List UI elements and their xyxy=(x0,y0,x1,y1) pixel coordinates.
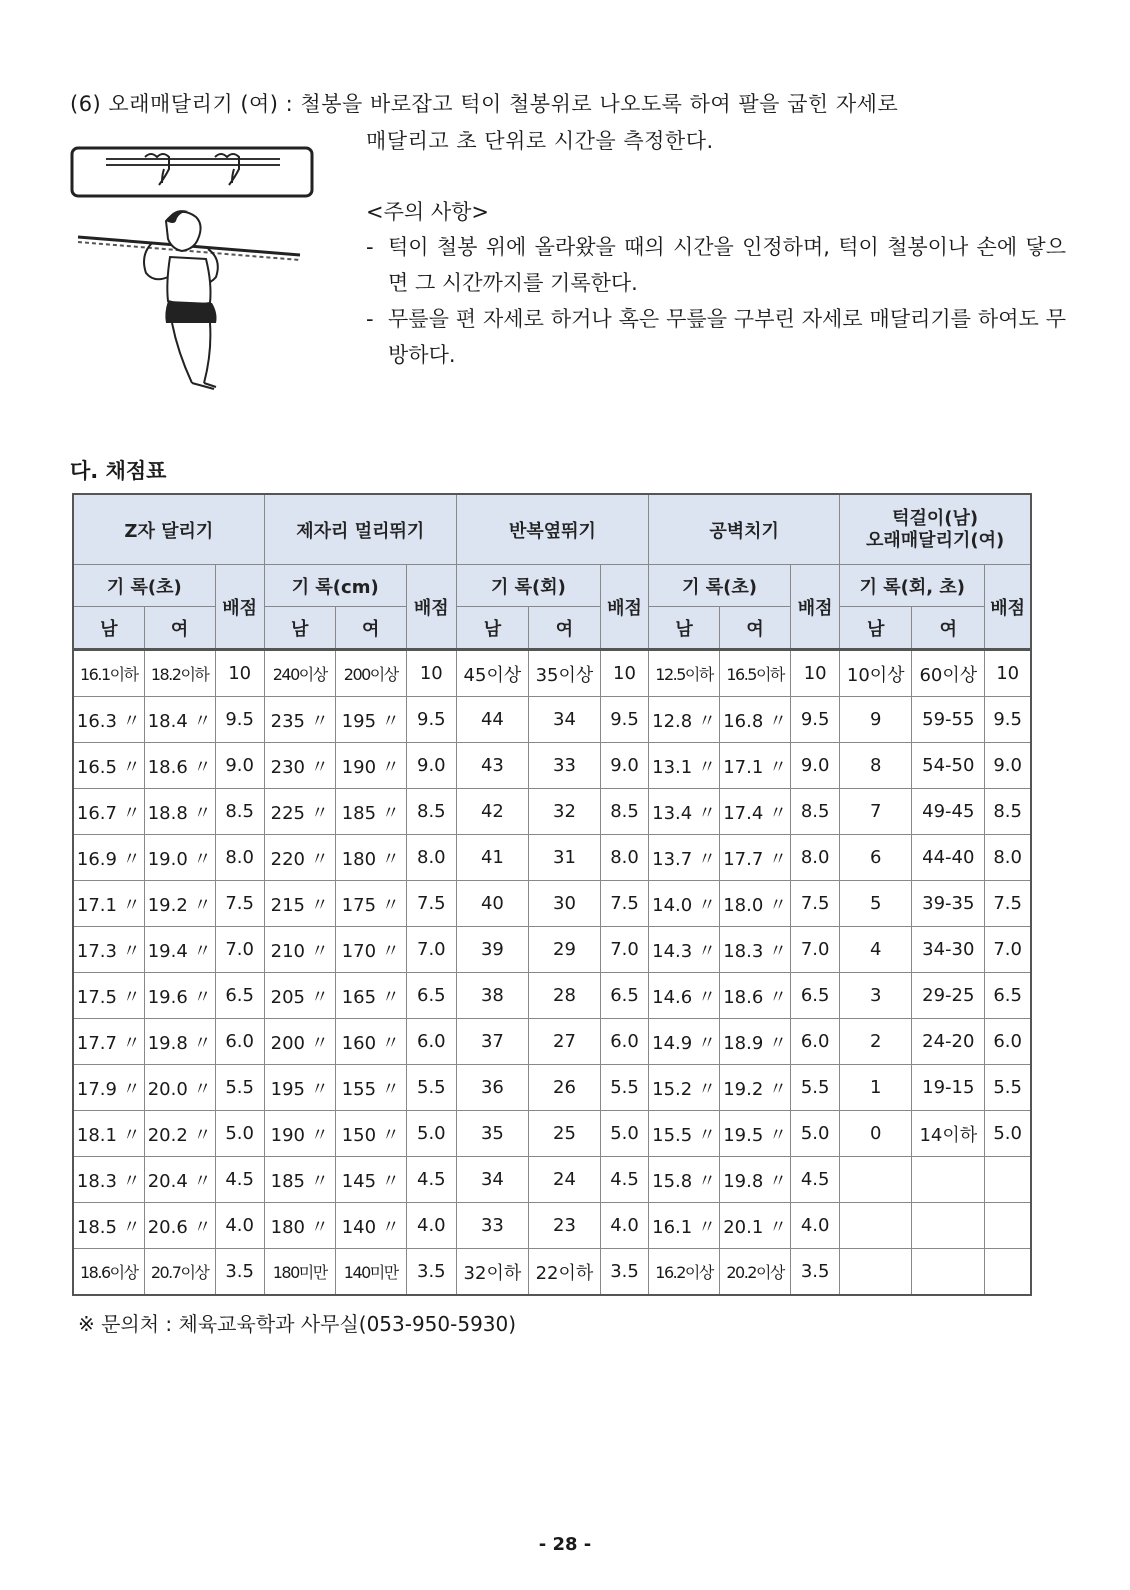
table-cell: 39-35 xyxy=(912,881,985,927)
table-cell: 205 〃 xyxy=(264,973,335,1019)
table-cell: 7.0 xyxy=(985,927,1031,973)
table-cell: 220 〃 xyxy=(264,835,335,881)
male-header: 남 xyxy=(649,607,720,650)
table-cell: 5.5 xyxy=(215,1065,264,1111)
table-cell: 7.5 xyxy=(600,881,648,927)
table-row xyxy=(73,1203,1031,1249)
event-header-long-jump: 제자리 멀리뛰기 xyxy=(264,494,456,565)
record-header: 기 록(회) xyxy=(456,565,600,607)
table-cell: 24 xyxy=(528,1157,600,1203)
table-cell: 19.5 〃 xyxy=(720,1111,791,1157)
table-cell xyxy=(985,1249,1031,1296)
table-cell: 26 xyxy=(528,1065,600,1111)
table-cell: 20.6 〃 xyxy=(144,1203,215,1249)
table-cell: 27 xyxy=(528,1019,600,1065)
table-cell: 8.5 xyxy=(215,789,264,835)
section-heading-hang: (6) 오래매달리기 (여) : 철봉을 바로잡고 턱이 철봉위로 나오도록 하여 팔을 굽힌 자세로 xyxy=(70,92,899,116)
table-cell: 19.2 〃 xyxy=(720,1065,791,1111)
table-cell: 15.2 〃 xyxy=(649,1065,720,1111)
table-cell: 150 〃 xyxy=(335,1111,406,1157)
table-cell: 42 xyxy=(456,789,528,835)
table-cell: 200 〃 xyxy=(264,1019,335,1065)
table-cell: 44-40 xyxy=(912,835,985,881)
table-cell: 38 xyxy=(456,973,528,1019)
female-header: 여 xyxy=(912,607,985,650)
table-cell: 10이상 xyxy=(840,650,912,697)
table-cell: 195 〃 xyxy=(264,1065,335,1111)
table-cell: 18.6이상 xyxy=(73,1249,144,1296)
event-header-pullup-hang xyxy=(840,494,1031,565)
table-cell: 165 〃 xyxy=(335,973,406,1019)
table-cell: 16.5이하 xyxy=(720,650,791,697)
table-cell: 14.0 〃 xyxy=(649,881,720,927)
table-cell: 6 xyxy=(840,835,912,881)
table-cell: 140미만 xyxy=(335,1249,406,1296)
table-cell: 7.0 xyxy=(406,927,456,973)
female-header: 여 xyxy=(528,607,600,650)
caution-dash: - xyxy=(366,307,374,331)
table-row xyxy=(73,697,1031,743)
table-cell: 19.8 〃 xyxy=(144,1019,215,1065)
table-cell xyxy=(912,1157,985,1203)
table-cell: 9.5 xyxy=(406,697,456,743)
table-cell: 6.5 xyxy=(791,973,840,1019)
score-header: 배점 xyxy=(985,565,1031,650)
table-cell: 17.5 〃 xyxy=(73,973,144,1019)
table-cell: 32 xyxy=(528,789,600,835)
caution-title: <주의 사항> xyxy=(366,200,490,224)
page-number: - 28 - xyxy=(538,1534,592,1555)
table-cell: 8.0 xyxy=(406,835,456,881)
table-cell xyxy=(985,1157,1031,1203)
table-cell: 155 〃 xyxy=(335,1065,406,1111)
table-cell: 18.8 〃 xyxy=(144,789,215,835)
flexed-arm-hang-illustration xyxy=(70,145,322,407)
table-cell: 215 〃 xyxy=(264,881,335,927)
table-cell: 35이상 xyxy=(528,650,600,697)
table-cell: 39 xyxy=(456,927,528,973)
record-header: 기 록(초) xyxy=(73,565,215,607)
table-row xyxy=(73,927,1031,973)
table-cell: 9 xyxy=(840,697,912,743)
table-cell: 10 xyxy=(600,650,648,697)
table-cell: 6.0 xyxy=(600,1019,648,1065)
table-cell: 12.5이하 xyxy=(649,650,720,697)
caution-text: 턱이 철봉 위에 올라왔을 때의 시간을 인정하며, 턱이 철봉이나 손에 닿으면 그 시간까지를 기록한다. xyxy=(388,235,1066,295)
table-cell: 4.5 xyxy=(215,1157,264,1203)
table-cell: 59-55 xyxy=(912,697,985,743)
table-cell: 2 xyxy=(840,1019,912,1065)
table-cell: 4.0 xyxy=(215,1203,264,1249)
table-cell: 29 xyxy=(528,927,600,973)
table-cell: 18.4 〃 xyxy=(144,697,215,743)
table-cell: 6.5 xyxy=(215,973,264,1019)
table-cell: 4.5 xyxy=(600,1157,648,1203)
table-cell: 34 xyxy=(456,1157,528,1203)
score-header: 배점 xyxy=(215,565,264,650)
table-cell: 4.0 xyxy=(600,1203,648,1249)
table-cell: 5.5 xyxy=(406,1065,456,1111)
table-cell: 180 〃 xyxy=(264,1203,335,1249)
table-cell xyxy=(985,1203,1031,1249)
table-cell: 10 xyxy=(215,650,264,697)
table-cell xyxy=(912,1203,985,1249)
table-cell: 5 xyxy=(840,881,912,927)
table-cell: 33 xyxy=(456,1203,528,1249)
table-cell: 20.4 〃 xyxy=(144,1157,215,1203)
table-cell: 230 〃 xyxy=(264,743,335,789)
table-cell: 5.0 xyxy=(791,1111,840,1157)
table-cell: 6.5 xyxy=(600,973,648,1019)
table-cell: 19.4 〃 xyxy=(144,927,215,973)
table-cell: 7.5 xyxy=(791,881,840,927)
table-cell: 4.0 xyxy=(406,1203,456,1249)
table-cell: 60이상 xyxy=(912,650,985,697)
caution-item xyxy=(366,229,1066,301)
table-cell xyxy=(840,1249,912,1296)
table-cell: 7.0 xyxy=(600,927,648,973)
table-row xyxy=(73,881,1031,927)
table-cell: 34 xyxy=(528,697,600,743)
table-cell: 8.5 xyxy=(406,789,456,835)
table-cell: 6.0 xyxy=(791,1019,840,1065)
table-cell: 180미만 xyxy=(264,1249,335,1296)
table-cell: 145 〃 xyxy=(335,1157,406,1203)
table-cell: 9.0 xyxy=(406,743,456,789)
score-header: 배점 xyxy=(406,565,456,650)
table-cell: 3.5 xyxy=(215,1249,264,1296)
table-cell: 44 xyxy=(456,697,528,743)
table-cell: 20.7이상 xyxy=(144,1249,215,1296)
table-cell: 18.2이하 xyxy=(144,650,215,697)
table-cell: 8.0 xyxy=(791,835,840,881)
table-cell: 175 〃 xyxy=(335,881,406,927)
contact-note: ※ 문의처 : 체육교육학과 사무실(053-950-5930) xyxy=(78,1312,517,1336)
table-cell: 15.8 〃 xyxy=(649,1157,720,1203)
table-cell: 29-25 xyxy=(912,973,985,1019)
record-header: 기 록(cm) xyxy=(264,565,406,607)
table-cell: 8.0 xyxy=(215,835,264,881)
table-cell: 23 xyxy=(528,1203,600,1249)
table-row xyxy=(73,835,1031,881)
table-cell: 16.9 〃 xyxy=(73,835,144,881)
table-cell: 13.1 〃 xyxy=(649,743,720,789)
table-cell: 45이상 xyxy=(456,650,528,697)
table-cell: 225 〃 xyxy=(264,789,335,835)
table-cell: 20.1 〃 xyxy=(720,1203,791,1249)
table-cell: 17.7 〃 xyxy=(73,1019,144,1065)
table-cell: 18.3 〃 xyxy=(73,1157,144,1203)
table-cell: 33 xyxy=(528,743,600,789)
table-cell: 200이상 xyxy=(335,650,406,697)
table-cell: 7.5 xyxy=(406,881,456,927)
table-row xyxy=(73,789,1031,835)
table-cell: 210 〃 xyxy=(264,927,335,973)
table-cell: 14.3 〃 xyxy=(649,927,720,973)
caution-dash: - xyxy=(366,235,374,259)
table-cell: 7.0 xyxy=(791,927,840,973)
table-cell: 1 xyxy=(840,1065,912,1111)
table-cell: 4.0 xyxy=(791,1203,840,1249)
table-cell: 17.7 〃 xyxy=(720,835,791,881)
female-header: 여 xyxy=(144,607,215,650)
record-header: 기 록(회, 초) xyxy=(840,565,985,607)
table-cell: 10 xyxy=(985,650,1031,697)
section-heading-hang-cont: 매달리고 초 단위로 시간을 측정한다. xyxy=(366,129,714,153)
table-cell: 16.8 〃 xyxy=(720,697,791,743)
table-cell: 185 〃 xyxy=(264,1157,335,1203)
table-cell: 17.3 〃 xyxy=(73,927,144,973)
table-cell: 14.9 〃 xyxy=(649,1019,720,1065)
table-cell: 20.2 〃 xyxy=(144,1111,215,1157)
record-header: 기 록(초) xyxy=(649,565,791,607)
table-cell: 6.5 xyxy=(406,973,456,1019)
table-cell: 16.5 〃 xyxy=(73,743,144,789)
table-cell: 36 xyxy=(456,1065,528,1111)
table-cell: 5.5 xyxy=(985,1065,1031,1111)
table-cell: 6.0 xyxy=(406,1019,456,1065)
table-cell: 6.0 xyxy=(215,1019,264,1065)
table-cell: 41 xyxy=(456,835,528,881)
table-cell: 16.1이하 xyxy=(73,650,144,697)
table-cell: 49-45 xyxy=(912,789,985,835)
caution-text: 무릎을 편 자세로 하거나 혹은 무릎을 구부린 자세로 매달리기를 하여도 무방하다. xyxy=(388,307,1066,367)
table-cell: 19.0 〃 xyxy=(144,835,215,881)
table-cell: 15.5 〃 xyxy=(649,1111,720,1157)
event-header-wall-ball: 공벽치기 xyxy=(649,494,840,565)
table-cell: 54-50 xyxy=(912,743,985,789)
table-cell: 17.9 〃 xyxy=(73,1065,144,1111)
event-header-pullup: 턱걸이(남) xyxy=(892,507,979,529)
male-header: 남 xyxy=(840,607,912,650)
table-cell: 7 xyxy=(840,789,912,835)
table-row xyxy=(73,1111,1031,1157)
table-cell: 18.6 〃 xyxy=(144,743,215,789)
table-cell xyxy=(840,1157,912,1203)
table-cell: 8.5 xyxy=(985,789,1031,835)
table-cell: 18.9 〃 xyxy=(720,1019,791,1065)
table-cell: 10 xyxy=(791,650,840,697)
table-row xyxy=(73,743,1031,789)
table-cell: 9.5 xyxy=(985,697,1031,743)
table-row xyxy=(73,1019,1031,1065)
table-cell: 190 〃 xyxy=(335,743,406,789)
table-cell: 9.5 xyxy=(791,697,840,743)
table-cell: 185 〃 xyxy=(335,789,406,835)
table-cell: 5.0 xyxy=(600,1111,648,1157)
table-cell: 8 xyxy=(840,743,912,789)
table-row xyxy=(73,1249,1031,1296)
table-cell: 18.0 〃 xyxy=(720,881,791,927)
male-header: 남 xyxy=(73,607,144,650)
table-cell: 9.5 xyxy=(215,697,264,743)
table-cell: 5.0 xyxy=(985,1111,1031,1157)
table-cell: 28 xyxy=(528,973,600,1019)
table-cell: 31 xyxy=(528,835,600,881)
table-cell: 17.1 〃 xyxy=(73,881,144,927)
male-header: 남 xyxy=(264,607,335,650)
table-cell: 18.5 〃 xyxy=(73,1203,144,1249)
table-cell: 18.6 〃 xyxy=(720,973,791,1019)
table-cell: 235 〃 xyxy=(264,697,335,743)
table-cell: 8.0 xyxy=(600,835,648,881)
section-title: 다. 채점표 xyxy=(70,459,167,483)
table-cell: 19.2 〃 xyxy=(144,881,215,927)
table-cell: 12.8 〃 xyxy=(649,697,720,743)
table-cell: 3 xyxy=(840,973,912,1019)
table-cell: 3.5 xyxy=(600,1249,648,1296)
table-row xyxy=(73,973,1031,1019)
table-cell: 170 〃 xyxy=(335,927,406,973)
table-cell: 9.5 xyxy=(600,697,648,743)
table-cell: 18.1 〃 xyxy=(73,1111,144,1157)
table-cell: 22이하 xyxy=(528,1249,600,1296)
table-cell: 9.0 xyxy=(600,743,648,789)
table-cell: 37 xyxy=(456,1019,528,1065)
table-row xyxy=(73,650,1031,697)
table-row xyxy=(73,1157,1031,1203)
table-cell: 4.5 xyxy=(791,1157,840,1203)
table-cell: 190 〃 xyxy=(264,1111,335,1157)
table-cell: 140 〃 xyxy=(335,1203,406,1249)
table-cell: 43 xyxy=(456,743,528,789)
table-cell: 4.5 xyxy=(406,1157,456,1203)
table-cell: 14이하 xyxy=(912,1111,985,1157)
table-cell: 19.8 〃 xyxy=(720,1157,791,1203)
scoring-table xyxy=(72,493,1032,1296)
table-cell: 3.5 xyxy=(406,1249,456,1296)
table-cell: 8.0 xyxy=(985,835,1031,881)
female-header: 여 xyxy=(720,607,791,650)
table-cell: 10 xyxy=(406,650,456,697)
table-cell: 7.0 xyxy=(215,927,264,973)
table-cell: 240이상 xyxy=(264,650,335,697)
table-cell: 30 xyxy=(528,881,600,927)
table-cell: 32이하 xyxy=(456,1249,528,1296)
score-header: 배점 xyxy=(600,565,648,650)
table-cell: 35 xyxy=(456,1111,528,1157)
table-cell: 34-30 xyxy=(912,927,985,973)
score-header: 배점 xyxy=(791,565,840,650)
table-cell: 9.0 xyxy=(985,743,1031,789)
table-cell: 0 xyxy=(840,1111,912,1157)
table-cell: 5.0 xyxy=(406,1111,456,1157)
table-cell: 5.5 xyxy=(791,1065,840,1111)
table-cell: 6.5 xyxy=(985,973,1031,1019)
table-cell: 5.0 xyxy=(215,1111,264,1157)
table-row xyxy=(73,1065,1031,1111)
table-cell: 3.5 xyxy=(791,1249,840,1296)
male-header: 남 xyxy=(456,607,528,650)
event-header-side-step: 반복옆뛰기 xyxy=(456,494,648,565)
table-cell: 8.5 xyxy=(791,789,840,835)
table-cell: 25 xyxy=(528,1111,600,1157)
table-cell: 19-15 xyxy=(912,1065,985,1111)
table-cell: 13.7 〃 xyxy=(649,835,720,881)
table-cell: 19.6 〃 xyxy=(144,973,215,1019)
event-header-zigzag: Z자 달리기 xyxy=(73,494,264,565)
table-cell: 8.5 xyxy=(600,789,648,835)
event-header-hang: 오래매달리기(여) xyxy=(866,529,1005,551)
table-cell: 20.2이상 xyxy=(720,1249,791,1296)
table-cell: 9.0 xyxy=(791,743,840,789)
table-cell: 180 〃 xyxy=(335,835,406,881)
table-cell: 4 xyxy=(840,927,912,973)
table-cell: 195 〃 xyxy=(335,697,406,743)
table-cell: 7.5 xyxy=(215,881,264,927)
table-cell: 9.0 xyxy=(215,743,264,789)
female-header: 여 xyxy=(335,607,406,650)
table-cell: 16.1 〃 xyxy=(649,1203,720,1249)
table-cell: 14.6 〃 xyxy=(649,973,720,1019)
table-cell: 13.4 〃 xyxy=(649,789,720,835)
table-cell: 40 xyxy=(456,881,528,927)
table-cell: 16.3 〃 xyxy=(73,697,144,743)
table-cell: 17.4 〃 xyxy=(720,789,791,835)
table-cell: 17.1 〃 xyxy=(720,743,791,789)
table-cell: 7.5 xyxy=(985,881,1031,927)
table-cell: 16.2이상 xyxy=(649,1249,720,1296)
table-cell xyxy=(912,1249,985,1296)
table-cell xyxy=(840,1203,912,1249)
table-cell: 160 〃 xyxy=(335,1019,406,1065)
table-cell: 24-20 xyxy=(912,1019,985,1065)
table-cell: 20.0 〃 xyxy=(144,1065,215,1111)
table-cell: 6.0 xyxy=(985,1019,1031,1065)
table-cell: 18.3 〃 xyxy=(720,927,791,973)
caution-item xyxy=(366,301,1066,373)
table-cell: 16.7 〃 xyxy=(73,789,144,835)
scoring-table-body xyxy=(73,650,1031,1296)
table-cell: 5.5 xyxy=(600,1065,648,1111)
